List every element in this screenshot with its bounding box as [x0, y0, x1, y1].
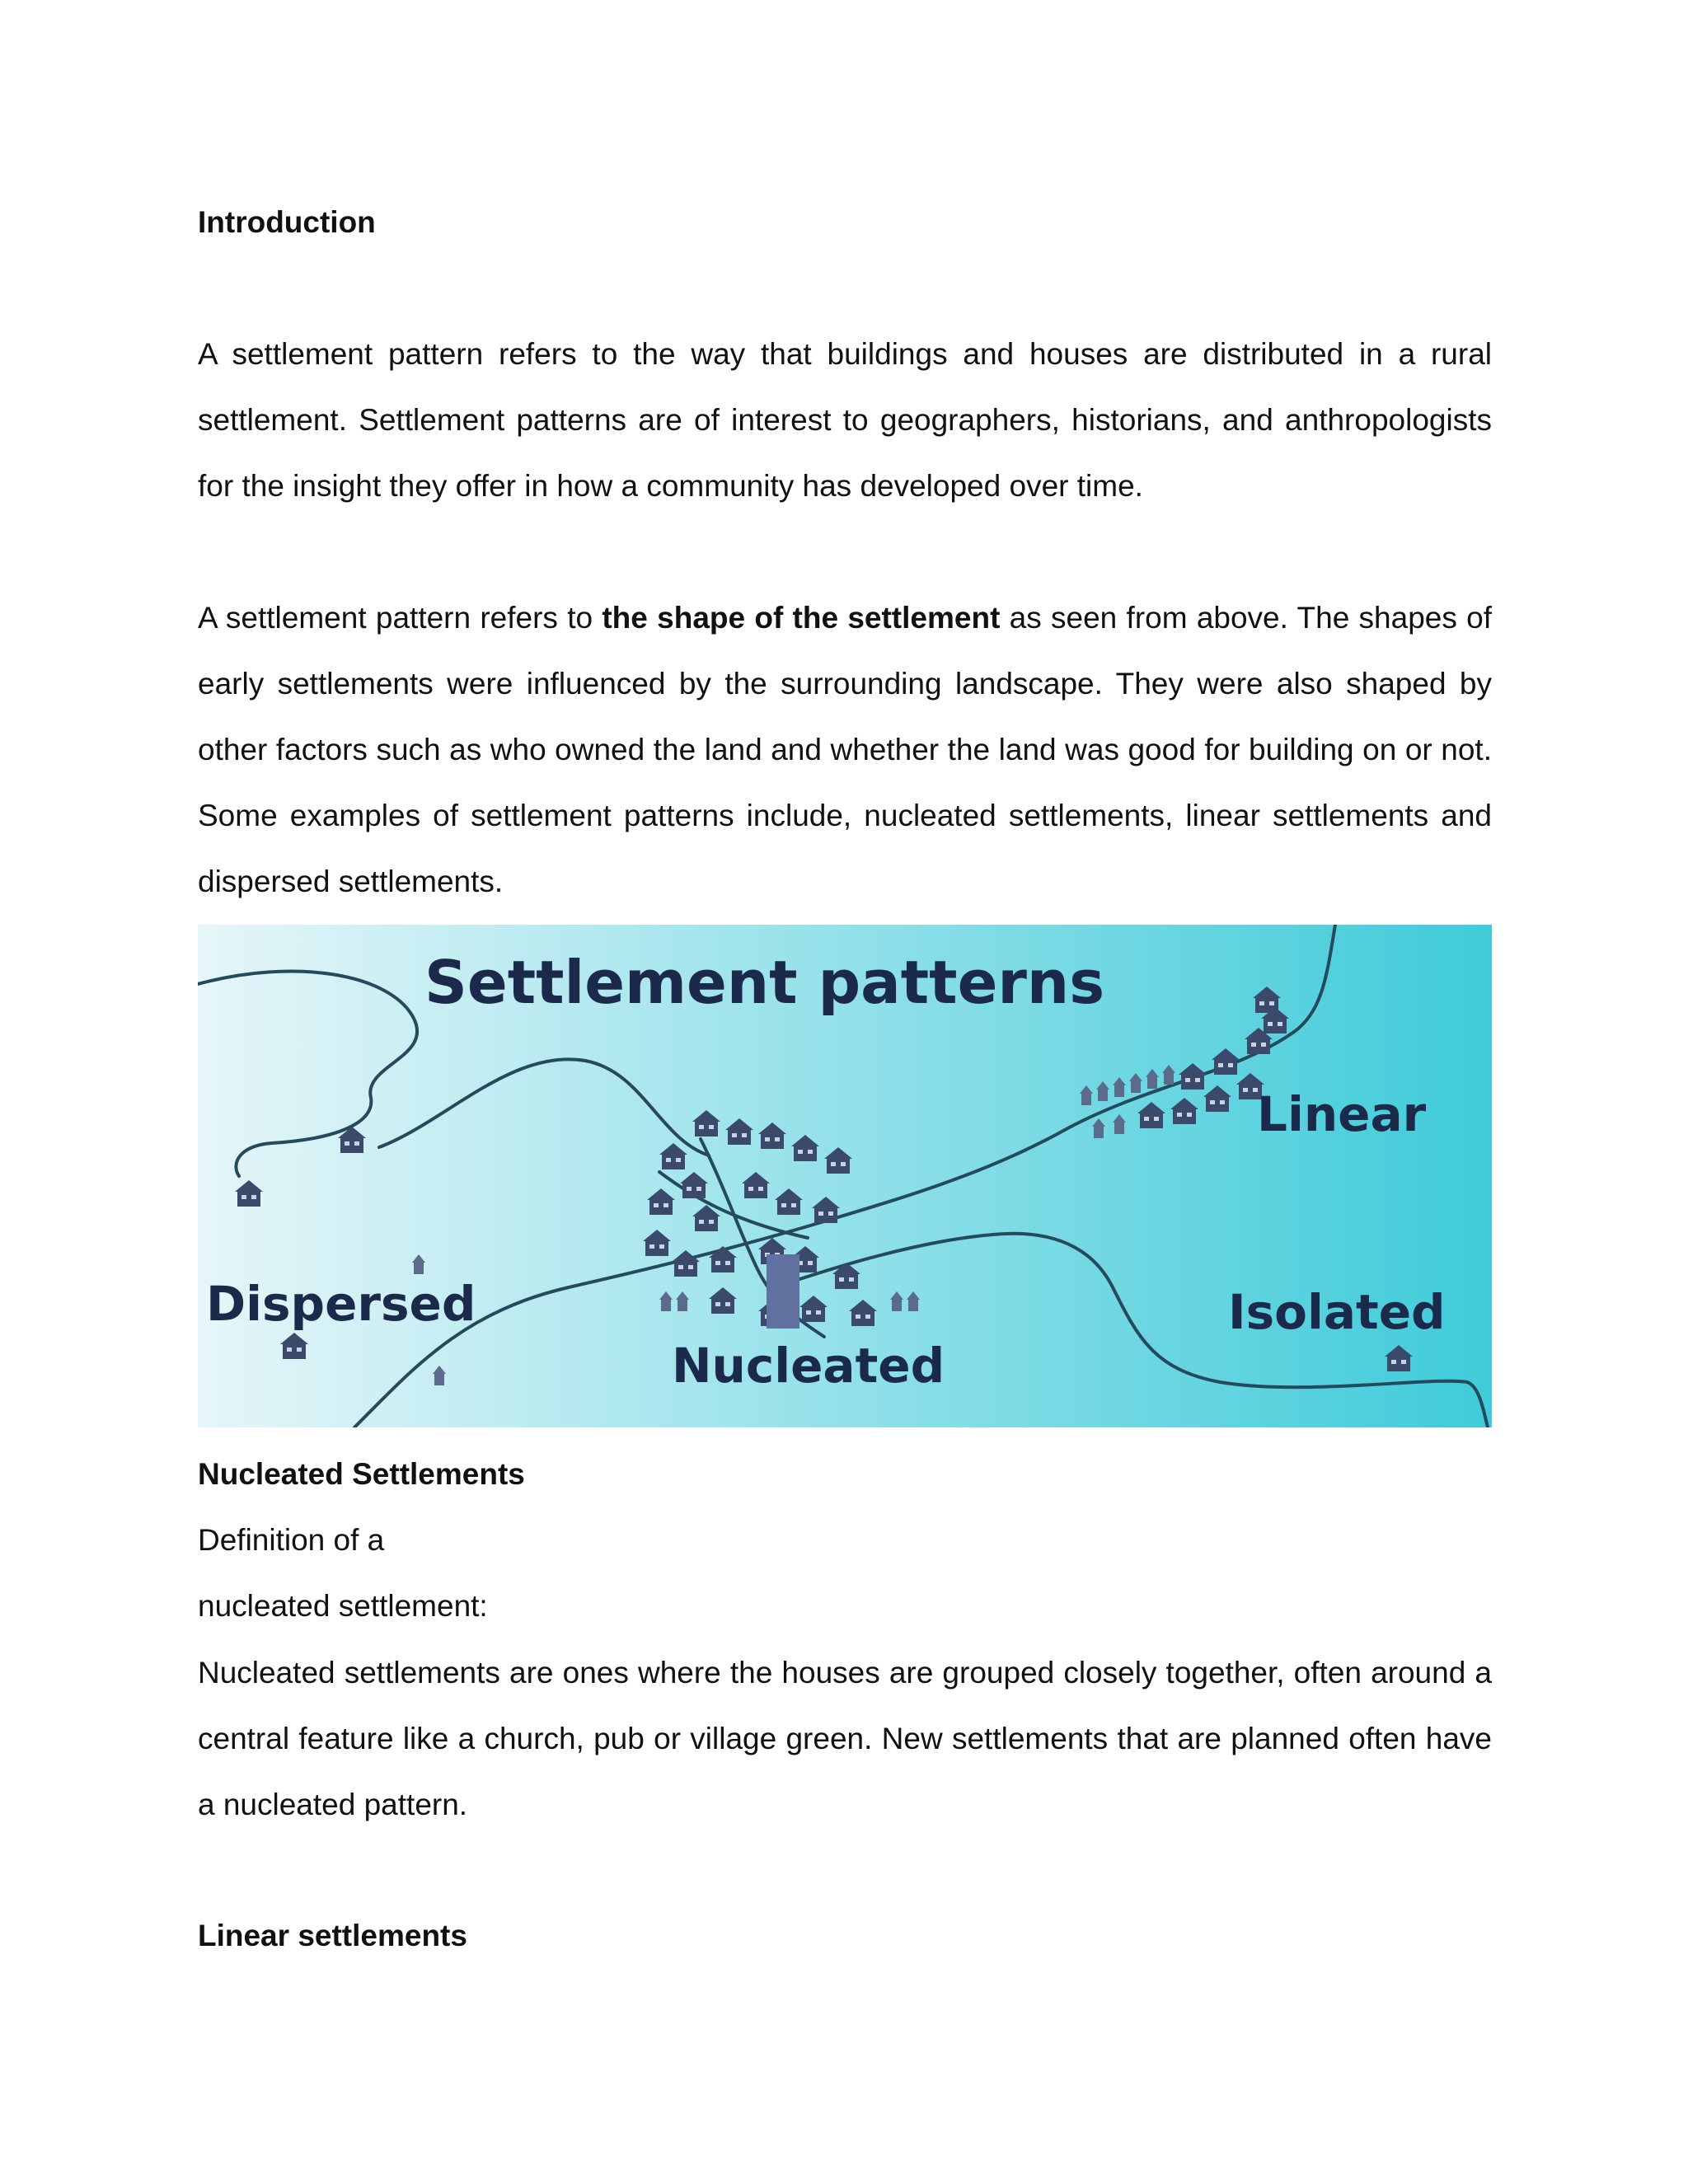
nucleated-settlements-heading: Nucleated Settlements [198, 1457, 525, 1491]
tall-building [767, 1254, 799, 1329]
label-dispersed: Dispersed [206, 1276, 476, 1332]
introduction-heading: Introduction [198, 205, 376, 239]
figure-title: Settlement patterns [424, 948, 1105, 1017]
settlement-patterns-illustration [198, 925, 1492, 1427]
intro-paragraph-2-bold: the shape of the settlement [602, 601, 1001, 635]
label-isolated: Isolated [1228, 1284, 1446, 1340]
nucleated-paragraph: Nucleated settlements are ones where the houses are grouped closely together, often around a central feature like a church, pub or village green. New settlements that are planned often have a nucleated pattern. [198, 1656, 1492, 1821]
intro-paragraph-1: A settlement pattern refers to the way that buildings and houses are distributed in a rural settlement. Settlement patterns are of interest to geographers, historians, and anthropologists for the insight they offer in how a community has developed over time. [198, 337, 1492, 503]
definition-line-1: Definition of a [198, 1523, 385, 1557]
intro-paragraph-2-end: as seen from above. The shapes of early settlements were influenced by the surrounding landscape. They were also shaped by other factors such as who owned the land and whether the land was good for building on or not. Some examples of settlement patterns include, nucleated settlements, linear settlements and dispersed settlements. [198, 601, 1492, 898]
intro-paragraph-2-start: A settlement pattern refers to [198, 601, 603, 635]
definition-line-2: nucleated settlement: [198, 1589, 488, 1623]
linear-settlements-heading: Linear settlements [198, 1919, 467, 1952]
label-nucleated: Nucleated [672, 1338, 945, 1394]
intro-paragraph-2 [198, 585, 1492, 915]
label-linear: Linear [1257, 1086, 1427, 1142]
settlement-patterns-figure [198, 925, 1492, 1427]
